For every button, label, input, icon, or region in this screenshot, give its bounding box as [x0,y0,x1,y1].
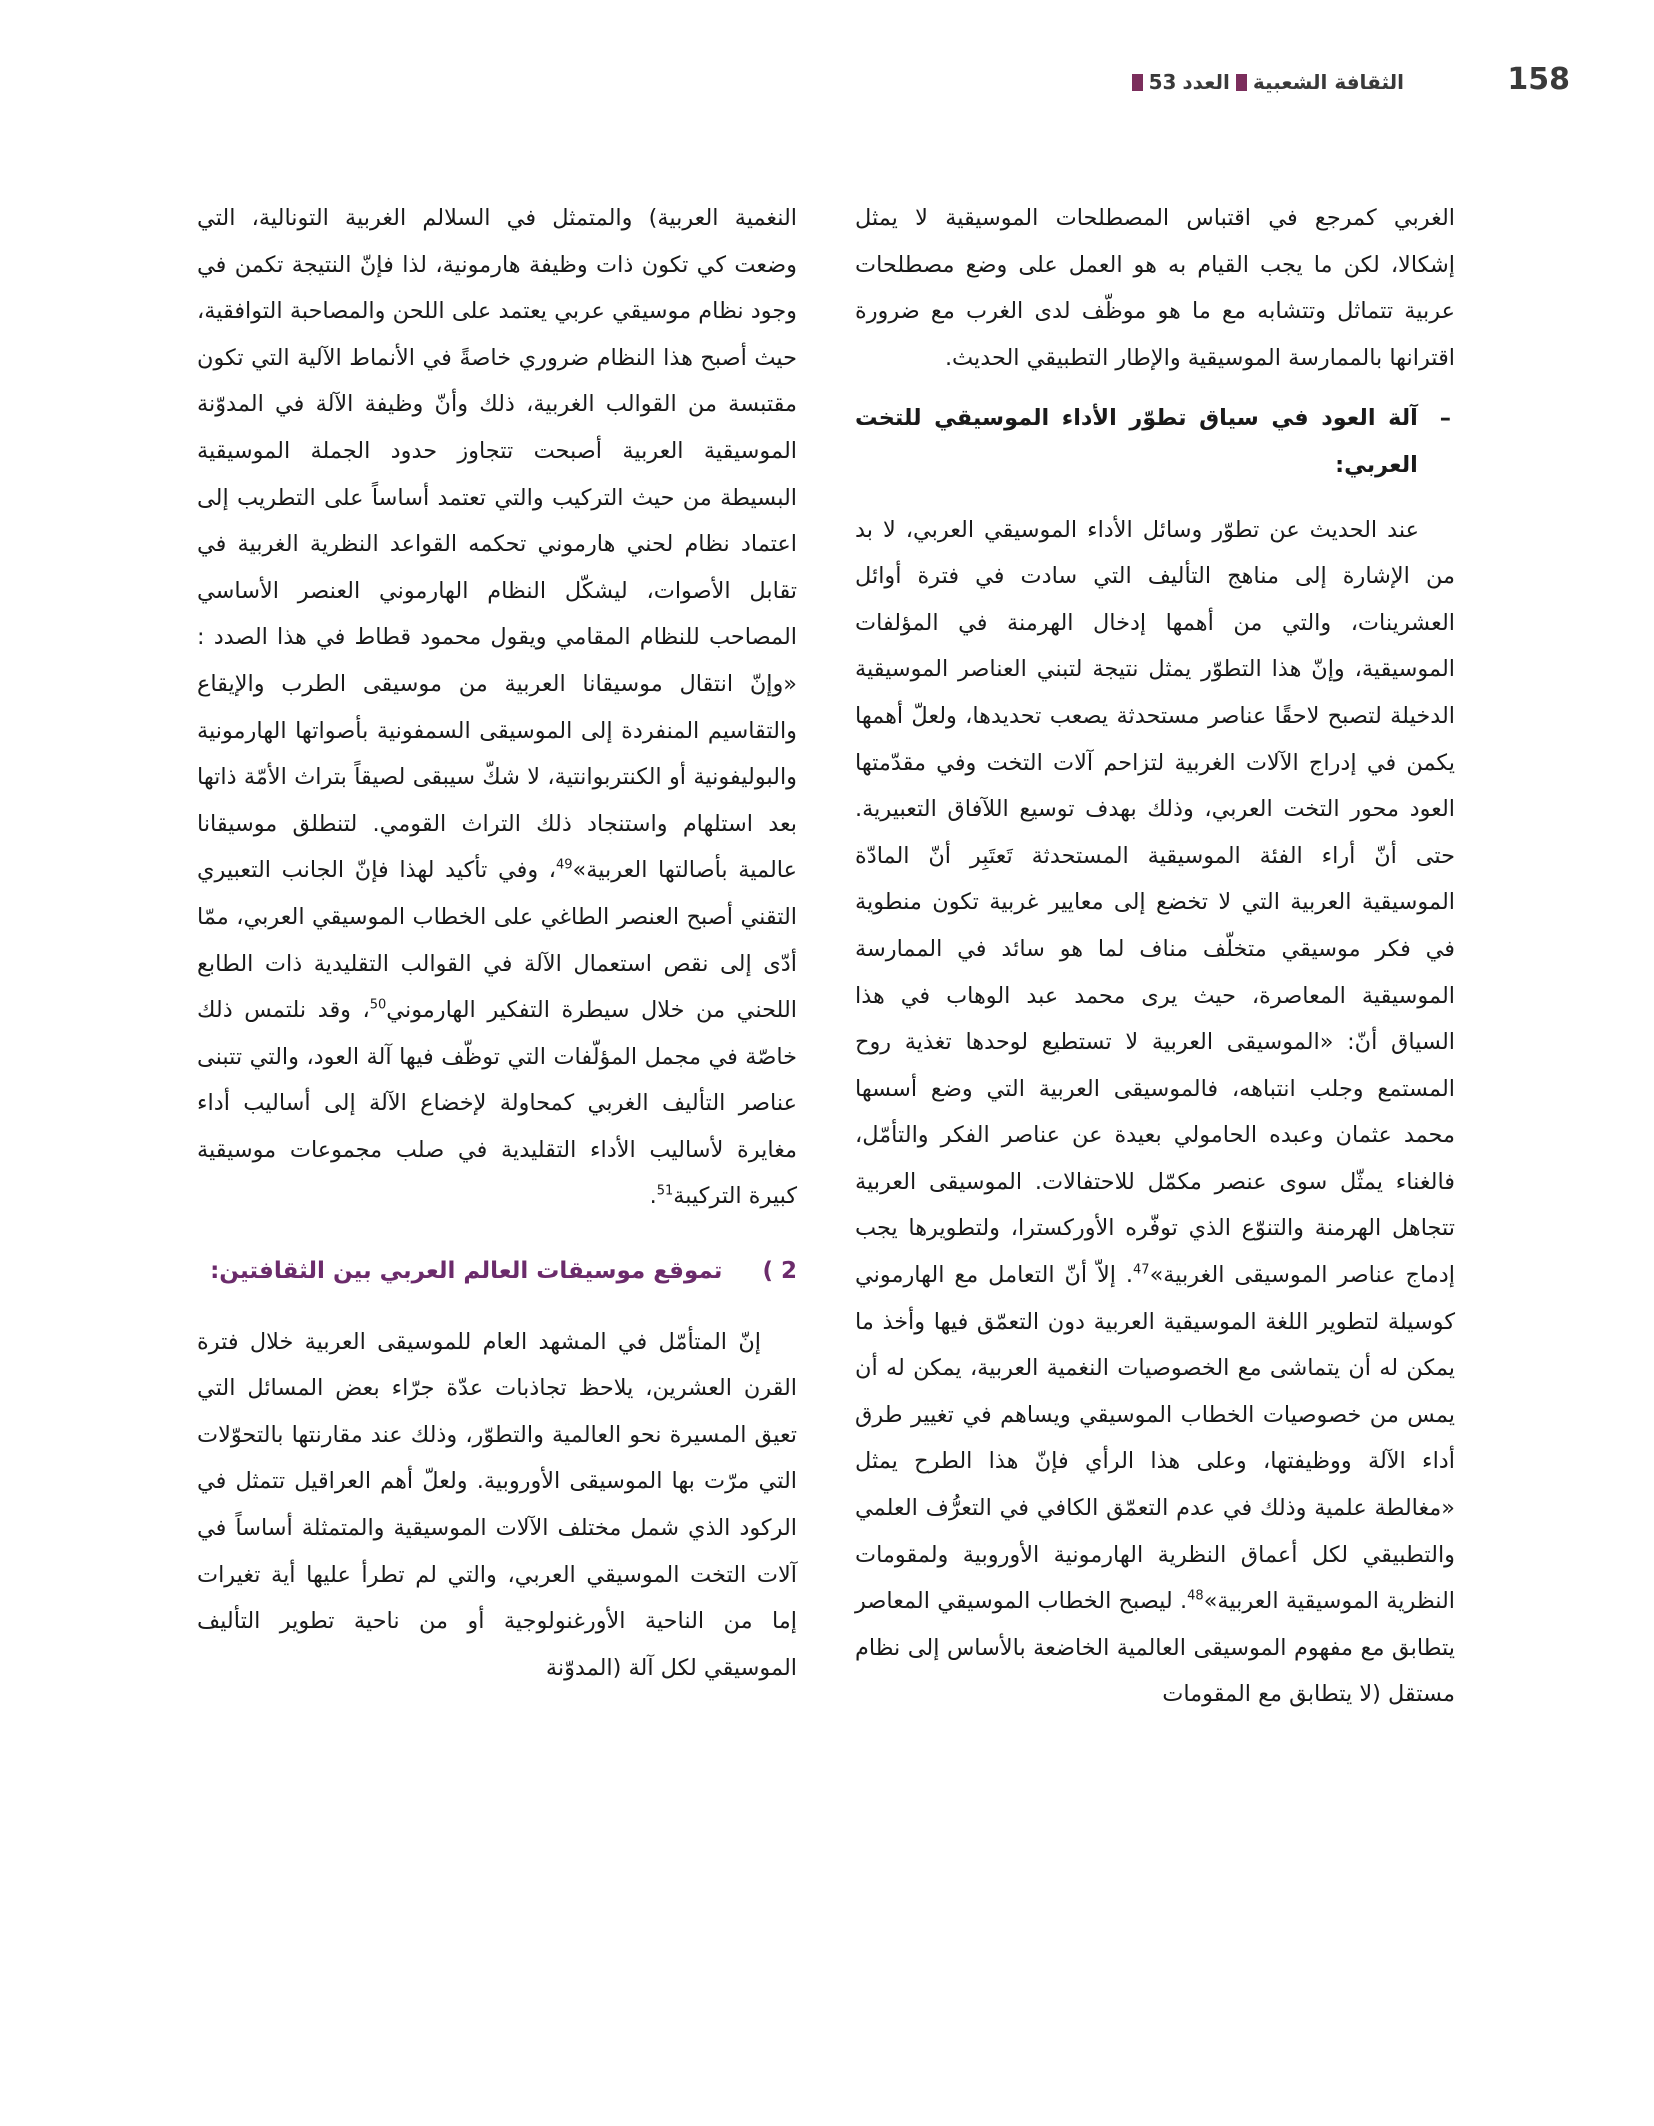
header-end-square [1132,74,1143,91]
issue-number: 53 [1148,70,1177,94]
bullet-dash: – [1439,405,1451,432]
right-paragraph-1: الغربي كمرجع في اقتباس المصطلحات الموسيقية لا يمثل إشكالا، لكن ما يجب القيام به هو العمل على وضع مصطلحات عربية تتماثل وتتشابه مع ما هو موظّف لدى الغرب مع ضرورة اقترانها بالممارسة الموسيقية والإطار التطبيقي الحديث. [855,205,1455,371]
subheading-bullet [855,395,1455,488]
issue-label: العدد [1182,70,1230,94]
magazine-title: الثقافة الشعبية [1252,70,1404,94]
left-paragraph-2: إنّ المتأمّل في المشهد العام للموسيقى العربية خلال فترة القرن العشرين، يلاحظ تجاذبات عدّة جرّاء بعض المسائل التي تعيق المسيرة نحو العالمية والتطوّر، وذلك عند مقارنتها بالتحوّلات التي مرّت بها الموسيقى الأوروبية. ولعلّ أهم العراقيل تتمثل في الركود الذي شمل مختلف الآلات الموسيقية والمتمثلة أساساً في آلات التخت الموسيقي العربي، والتي لم تطرأ عليها أية تغيرات إما من الناحية الأورغنولوجية أو من ناحية تطوير التأليف الموسيقي لكل آلة (المدوّنة [197,1328,797,1681]
section-heading [197,1248,797,1295]
footnote-ref-50: 50 [369,997,387,1013]
page-number: 158 [1507,62,1570,97]
section-number: 2 ) [762,1258,797,1285]
footnote-ref-51: 51 [656,1184,674,1199]
subheading-text: آلة العود في سياق تطوّر الأداء الموسيقي للتخت العربي: [855,405,1418,478]
paragraph-text: . ليصبح الخطاب الموسيقي المعاصر يتطابق مع مفهوم الموسيقى العالمية الخاضعة بالأساس إلى نظام مستقل (لا يتطابق مع المقومات [855,1588,1455,1708]
running-header [1132,70,1404,94]
paragraph-text: النغمية العربية) والمتمثل في السلالم الغربية التونالية، التي وضعت كي تكون ذات وظيفة هارمونية، لذا فإنّ النتيجة تكمن في وجود نظام موسيقي عربي يعتمد على اللحن والمصاحبة التوافقية، حيث أصبح هذا النظام ضروري خاصةً في الأنماط الآلية التي تكون مقتبسة من القوالب الغربية، ذلك وأنّ وظيفة الآلة في المدوّنة الموسيقية العربية أصبحت تتجاوز حدود الجملة الموسيقية البسيطة من حيث التركيب والتي تعتمد أساساً على التطريب إلى اعتماد نظام لحني هارموني تحكمه القواعد النظرية الغربية في تقابل الأصوات، ليشكّل النظام الهارموني العنصر الأساسي المصاحب للنظام المقامي ويقول محمود قطاط في هذا الصدد : «وإنّ انتقال موسيقانا العربية من موسيقى الطرب والإيقاع والتقاسيم المنفردة إلى الموسيقى السمفونية بأصواتها الهارمونية والبوليفونية أو الكنتربوانتية، لا شكّ سيبقى لصيقاً بتراث الأمّة ذاتها بعد استلهام واستنجاد ذلك التراث القومي. لتنطلق موسيقانا عالمية بأصالتها العربية» [197,205,797,884]
section-title: تموقع موسيقات العالم العربي بين الثقافتين: [210,1258,723,1285]
right-column [855,195,1455,1718]
left-paragraph-1 [197,195,797,1220]
paragraph-text: ، وقد نلتمس ذلك خاصّة في مجمل المؤلّفات التي توظّف فيها آلة العود، والتي تتبنى عناصر التأليف الغربي كمحاولة لإخضاع الآلة إلى أساليب أداء مغايرة لأساليب الأداء التقليدية في صلب مجموعات موسيقية كبيرة التركيبة [197,997,797,1210]
right-paragraph-2 [855,507,1455,1718]
header-separator-square [1236,74,1247,91]
footnote-ref-48: 48 [1187,1588,1204,1604]
footnote-ref-47: 47 [1133,1262,1150,1278]
footnote-ref-49: 49 [555,857,573,873]
left-column [197,195,797,1691]
paragraph-text: . إلاّ أنّ التعامل مع الهارموني كوسيلة لتطوير اللغة الموسيقية العربية دون التعمّق فيها وأخذ ما يمكن له أن يتماشى مع الخصوصيات النغمية العربية، يمكن له أن يمس من خصوصيات الخطاب الموسيقي ويساهم في تغيير طرق أداء الآلة ووظيفتها، وعلى هذا الرأي فإنّ هذا الطرح يمثل «مغالطة علمية وذلك في عدم التعمّق الكافي في التعرُّف العلمي والتطبيقي لكل أعماق النظرية الهارمونية الأوروبية ولمقومات النظرية الموسيقية العربية» [855,1262,1455,1615]
paragraph-text: ، وفي تأكيد لهذا فإنّ الجانب التعبيري التقني أصبح العنصر الطاغي على الخطاب الموسيقي العربي، ممّا أدّى إلى نقص استعمال الآلة في القوالب التقليدية ذات الطابع اللحني من خلال سيطرة التفكير الهارموني [197,857,797,1024]
paragraph-text: . [649,1183,657,1210]
paragraph-text: عند الحديث عن تطوّر وسائل الأداء الموسيقي العربي، لا بد من الإشارة إلى مناهج التأليف التي سادت في فترة أوائل العشرينات، والتي من أهمها إدخال الهرمنة في المؤلفات الموسيقية، وإنّ هذا التطوّر يمثل نتيجة لتبني العناصر الموسيقية الدخيلة لتصبح لاحقًا عناصر مستحدثة يصعب تحديدها، ولعلّ أهمها يكمن في إدراج الآلات الغربية لتزاحم آلات التخت وفي مقدّمتها العود محور التخت العربي، وذلك بهدف توسيع اللآفاق التعبيرية. حتى أنّ أراء الفئة الموسيقية المستحدثة تَعتَبِر أنّ المادّة الموسيقية العربية التي لا تخضع إلى معايير غربية تكون منطوية في فكر موسيقي متخلّف مناف لما هو سائد في الممارسة الموسيقية المعاصرة، حيث يرى محمد عبد الوهاب في هذا السياق أنّ: «الموسيقى العربية لا تستطيع لوحدها تغذية روح المستمع وجلب انتباهه، فالموسيقى العربية التي وضع أسسها محمد عثمان وعبده الحامولي بعيدة عن عناصر الفكر والتأمّل، فالغناء يمثّل سوى عنصر مكمّل للاحتفالات. الموسيقى العربية تتجاهل الهرمنة والتنوّع الذي توفّره الأوركسترا، ولتطويرها يجب إدماج عناصر الموسيقى الغربية» [855,516,1455,1289]
